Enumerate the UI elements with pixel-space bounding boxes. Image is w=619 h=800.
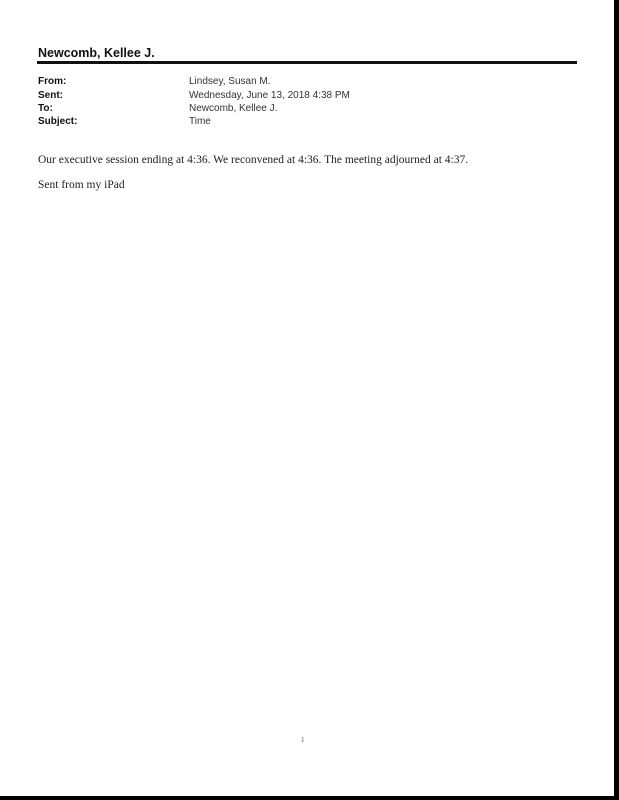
sent-label: Sent:	[38, 90, 63, 101]
sender-heading: Newcomb, Kellee J.	[38, 46, 155, 60]
heading-divider	[37, 61, 577, 64]
scan-edge-right	[614, 0, 619, 800]
header-row-sent	[38, 90, 578, 104]
subject-value: Time	[189, 116, 211, 127]
body-paragraph: Our executive session ending at 4:36. We reconvened at 4:36. The meeting adjourned at 4:37.	[38, 154, 469, 166]
to-label: To:	[38, 103, 53, 114]
subject-label: Subject:	[38, 116, 78, 127]
from-label: From:	[38, 76, 67, 87]
header-row-subject	[38, 116, 578, 130]
header-row-from	[38, 76, 578, 90]
page-number: 1	[301, 736, 305, 744]
header-row-to	[38, 103, 578, 117]
signature-line: Sent from my iPad	[38, 179, 125, 191]
to-value: Newcomb, Kellee J.	[189, 103, 278, 114]
sent-value: Wednesday, June 13, 2018 4:38 PM	[189, 90, 350, 101]
scan-edge-bottom	[0, 796, 619, 800]
from-value: Lindsey, Susan M.	[189, 76, 271, 87]
